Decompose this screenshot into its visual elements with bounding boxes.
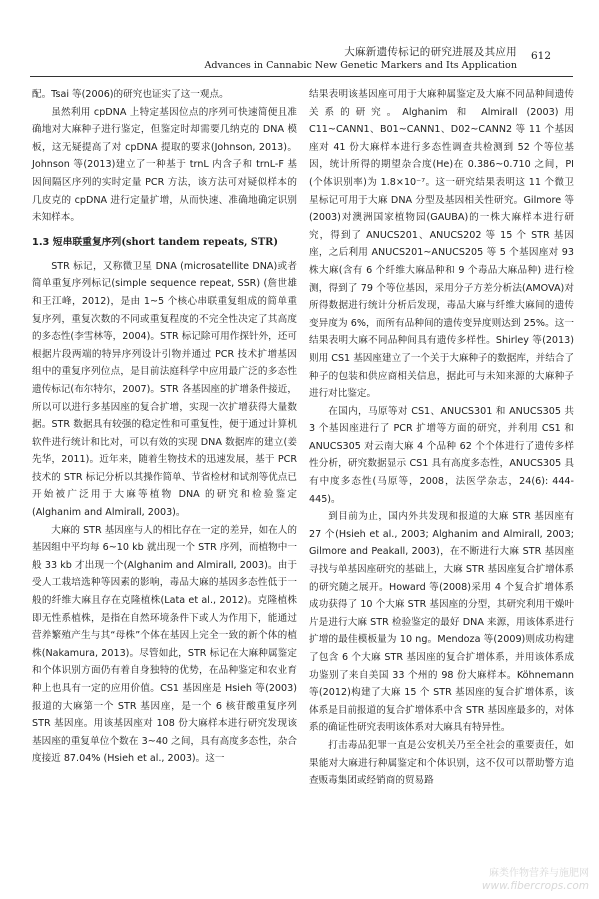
- section-heading: [32, 234, 297, 252]
- paragraph: 结果表明该基因座可用于大麻种属鉴定及大麻不同品种间遗传关系的研究。Alghanim 和 Almirall (2003)用 C11~CANN1、B01~CANN1、D02~CANN2 等 11 个基因座对 41 份大麻样本进行多态性调查共检测到 52 个等位基因，统计所得的期望杂合度(He)在 0.386~0.710 之间，PI (个体识别率)为 1.8×10⁻⁷。这一研究结果表明这 11 个微卫星标记可用于大麻 DNA 分型及基因相关性研究。Gilmore 等(2003)对澳洲国家植物园(GAUBA)的一株大麻样本进行研究，得到了 ANUCS201、ANUCS202 等 15 个 STR 基因座，之后利用 ANUCS201~ANUCS205 等 5 个基因座对 93 株大麻(含有 6 个纤维大麻品种和 9 个毒品大麻品种) 进行检测，得到了 79 个等位基因，采用分子方差分析法(AMOVA)对所得数据进行统计分析后发现，毒品大麻与纤维大麻间的遗传变异度为 6%，而所有品种间的遗传变异度则达到 25%。这一结果表明大麻不同品种间具有遗传多样性。Shirley 等(2013)则用 CS1 基因座建立了一个关于大麻种子的数据库，并结合了种子的包装和供应商相关信息，据此可与未知来源的大麻种子进行对比鉴定。: [309, 89, 574, 400]
- paragraph: 配。Tsai 等(2006)的研究也证实了这一观点。: [32, 89, 229, 100]
- left-column: [32, 86, 297, 768]
- section-title-chinese: 短串联重复序列: [52, 236, 122, 248]
- right-column: [309, 86, 574, 790]
- paragraph: 大麻的 STR 基因座与人的相比存在一定的差异，如在人的基因组中平均每 6~10 kb 就出现一个 STR 序列，而植物中一般 33 kb 才出现一个(Alghanim and Almirall, 2003)。由于受人工栽培选种等因素的影响，毒品大麻的基因多态性低于一般的纤维大麻且存在克隆植株(Lata et al., 2012)。克隆植株即无性系植株，是指在自然环境条件下或人为作用下，能通过营养繁殖产生与其“母株”个体在基因上完全一致的新个体的植株(Nakamura, 2013)。尽管如此，STR 标记在大麻种属鉴定和个体识别方面仍有着自身独特的优势，在品种鉴定和农业育种上也具有一定的应用价值。CS1 基因座是 Hsieh 等(2003)报道的大麻第一个 STR 基因座，是一个 6 核苷酸重复序列 STR 基因座。用该基因座对 108 份大麻样本进行研究发现该基因座的重复单位个数在 3~40 之间，具有高度多态性，杂合度接近 87.04% (Hsieh et al., 2003)。这一: [32, 524, 297, 765]
- running-title-chinese: 大麻新遗传标记的研究进展及其应用: [344, 46, 517, 58]
- section-number: 1.3: [32, 236, 50, 248]
- paragraph: 打击毒品犯罪一直是公安机关乃至全社会的重要责任，如果能对大麻进行种属鉴定和个体识别，这不仅可以帮助警方追查贩毒集团或经销商的贸易路: [309, 739, 574, 787]
- paragraph: 在国内，马原等对 CS1、ANUCS301 和 ANUCS305 共 3 个基因座进行了 PCR 扩增等方面的研究，并利用 CS1 和 ANUCS305 对云南大麻 4 个品种 62 个个体进行了遗传多样性分析，研究数据显示 CS1 具有高度多态性，ANUCS305 具有中度多态性(马原等，2008，法医学杂志，24(6): 444-445)。: [309, 405, 574, 505]
- header-divider: [30, 76, 573, 77]
- paragraph: 虽然利用 cpDNA 上特定基因位点的序列可快速简便且准确地对大麻种子进行鉴定，但鉴定时却需要几纳克的 DNA 模板，这无疑提高了对 cpDNA 提取的要求(Johnson, 2013)。Johnson 等(2013)建立了一种基于 trnL 内含子和 trnL-F 基因间隔区序列的实时定量 PCR 方法，该方法可对疑似样本的几皮克的 cpDNA 进行定量扩增，从而快速、准确地确定识别未知样本。: [32, 106, 297, 224]
- watermark-site-name: 麻类作物营养与施肥网: [489, 868, 589, 879]
- paragraph: 到目前为止，国内外共发现和报道的大麻 STR 基因座有 27 个(Hsieh et al., 2003; Alghanim and Almirall, 2003; Gilmore and Peakall, 2003)，在不断进行大麻 STR 基因座寻找与单基因座研究的基础上，大麻 STR 基因座复合扩增体系的研究随之展开。Howard 等(2008)采用 4 个复合扩增体系成功获得了 10 个大麻 STR 基因座的分型，其研究利用干燥叶片是进行大麻 STR 检验鉴定的最好 DNA 来源，用该体系进行扩增的最佳模板量为 10 ng。Mendoza 等(2009)则成功构建了包含 6 个大麻 STR 基因座的复合扩增体系，并用该体系成功鉴别了来自美国 33 个州的 98 份大麻样本。Köhnemann 等(2012)构建了大麻 15 个 STR 基因座的复合扩增体系，该体系是目前报道的复合扩增体系中含 STR 基因座最多的，对体系的确证性研究表明该体系对大麻具有特异性。: [309, 511, 574, 734]
- running-title-english: Advances in Cannabic New Genetic Markers and Its Application: [204, 60, 517, 71]
- page-number: 612: [531, 50, 552, 62]
- watermark-url: www.fibercrops.com: [481, 880, 589, 892]
- paragraph: STR 标记，又称微卫星 DNA (microsatellite DNA)或者简单重复序列标记(simple sequence repeat, SSR) (詹世雄和王江峰，2012)，是由 1~5 个核心串联重复组成的简单重复序列，重复次数的不同或重复程度的不完全性决定了其高度的多态性(李雪林等，2004)。STR 标记除可用作探针外，还可根据片段两端的特异序列设计引物并通过 PCR 技术扩增基因组中的重复序列位点，是目前法庭科学中应用最广泛的多态性遗传标记(布尔特尔，2007)。STR 各基因座的扩增条件接近，所以可以进行多基因座的复合扩增，实现一次扩增获得大量数据。STR 数据具有较强的稳定性和可重复性，便于通过计算机软件进行统计和比对，可以有效的实现 DNA 数据库的建立(姜先华，2011)。近年来，随着生物技术的迅速发展，基于 PCR 技术的 STR 标记分析以其操作简单、节省检材和试剂等优点已开始被广泛用于大麻等植物 DNA 的研究和检验鉴定(Alghanim and Almirall, 2003)。: [32, 260, 297, 519]
- section-title-english: (short tandem repeats, STR): [121, 236, 278, 248]
- watermark: [482, 867, 589, 893]
